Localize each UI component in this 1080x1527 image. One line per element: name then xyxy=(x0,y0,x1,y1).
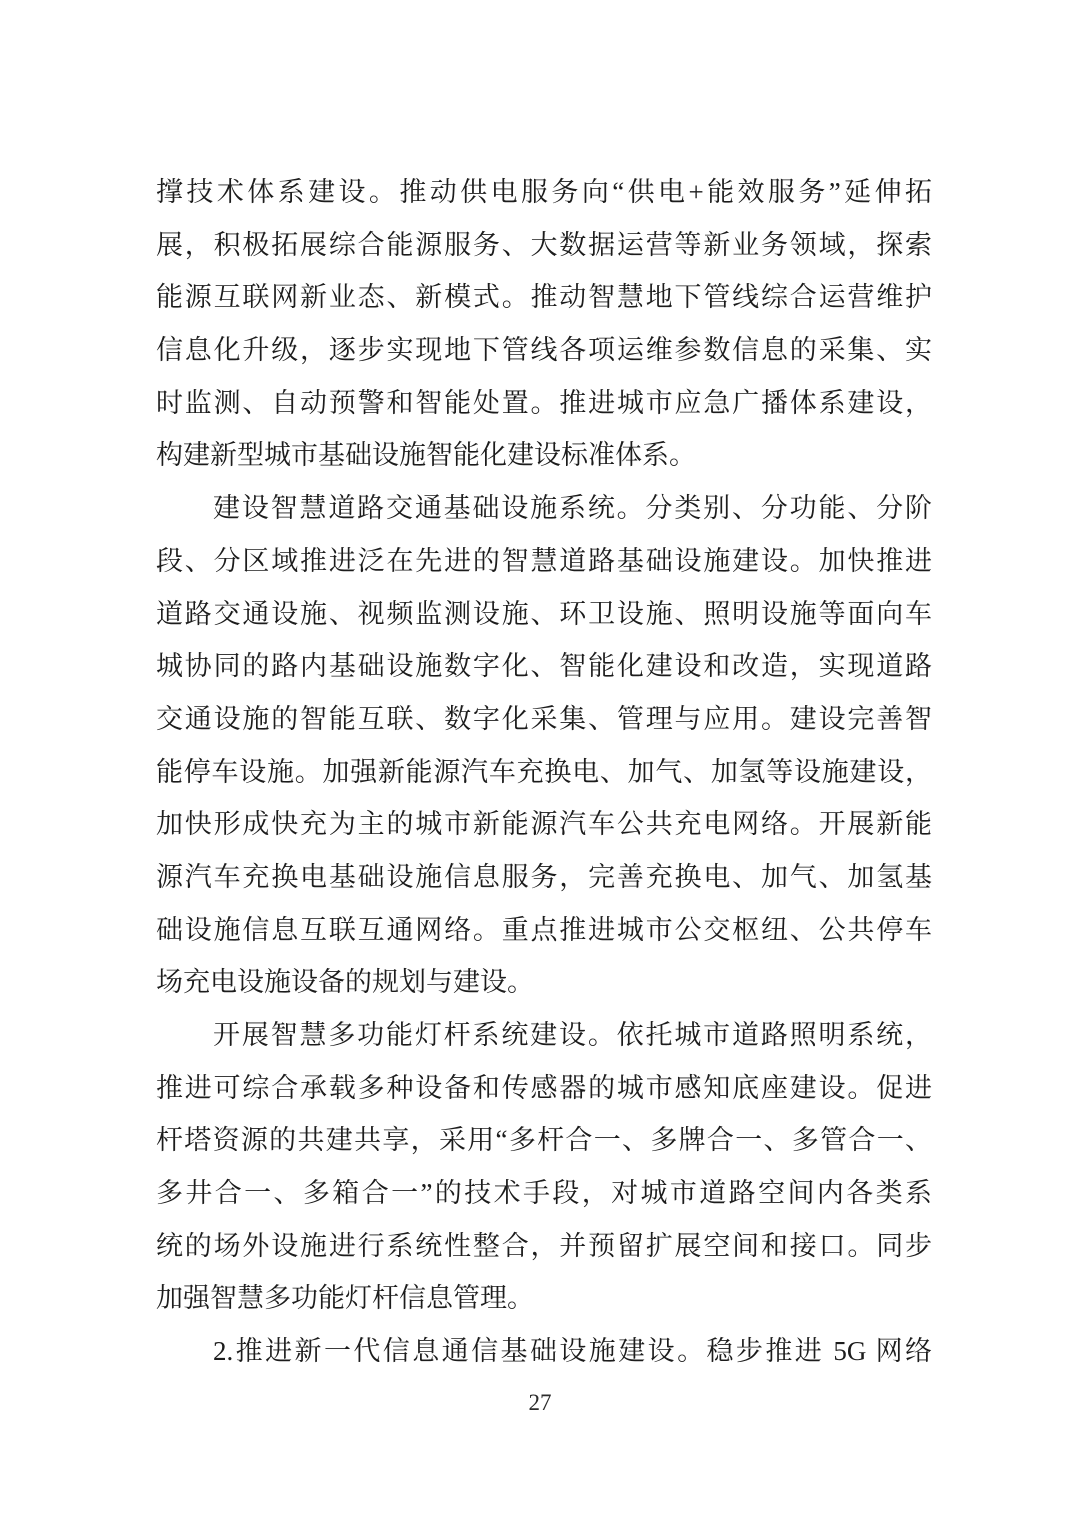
text-line: 城协同的路内基础设施数字化、智能化建设和改造，实现道路 xyxy=(156,651,932,682)
page-number: 27 xyxy=(528,1390,552,1415)
text-line: 能停车设施。加强新能源汽车充换电、加气、加氢等设施建设， xyxy=(156,756,932,787)
text-line: 建设智慧道路交通基础设施系统。分类别、分功能、分阶 xyxy=(213,493,932,524)
text-line: 加快形成快充为主的城市新能源汽车公共充电网络。开展新能 xyxy=(156,809,932,840)
text-line: 撑技术体系建设。推动供电服务向“供电+能效服务”延伸拓 xyxy=(156,177,932,207)
text-line: 加强智慧多功能灯杆信息管理。 xyxy=(156,1283,534,1314)
text-line: 础设施信息互联互通网络。重点推进城市公交枢纽、公共停车 xyxy=(156,914,932,945)
text-line: 段、分区域推进泛在先进的智慧道路基础设施建设。加快推进 xyxy=(156,545,932,576)
text-line: 开展智慧多功能灯杆系统建设。依托城市道路照明系统， xyxy=(213,1020,932,1050)
text-block xyxy=(156,166,932,1378)
text-line: 多井合一、多箱合一”的技术手段，对城市道路空间内各类系 xyxy=(156,1178,932,1209)
text-line: 展，积极拓展综合能源服务、大数据运营等新业务领域，探索 xyxy=(156,229,932,260)
text-line: 场充电设施设备的规划与建设。 xyxy=(156,967,534,998)
text-line: 能源互联网新业态、新模式。推动智慧地下管线综合运营维护 xyxy=(156,282,932,313)
text-line: 杆塔资源的共建共享，采用“多杆合一、多牌合一、多管合一、 xyxy=(156,1125,932,1156)
text-line: 构建新型城市基础设施智能化建设标准体系。 xyxy=(156,440,696,471)
text-line: 推进可综合承载多种设备和传感器的城市感知底座建设。促进 xyxy=(156,1072,932,1103)
paragraph xyxy=(156,1325,932,1378)
text-line: 源汽车充换电基础设施信息服务，完善充换电、加气、加氢基 xyxy=(156,861,932,892)
text-line: 时监测、自动预警和智能处置。推进城市应急广播体系建设， xyxy=(156,387,932,418)
paragraph xyxy=(156,1009,932,1325)
text-line: 信息化升级，逐步实现地下管线各项运维参数信息的采集、实 xyxy=(156,335,932,366)
text-line: 统的场外设施进行系统性整合，并预留扩展空间和接口。同步 xyxy=(156,1230,932,1261)
text-line: 2.推进新一代信息通信基础设施建设。稳步推进 5G 网络 xyxy=(213,1336,932,1367)
paragraph xyxy=(156,166,932,482)
text-line: 交通设施的智能互联、数字化采集、管理与应用。建设完善智 xyxy=(156,703,932,734)
paragraph xyxy=(156,482,932,1009)
text-line: 道路交通设施、视频监测设施、环卫设施、照明设施等面向车 xyxy=(156,598,932,629)
